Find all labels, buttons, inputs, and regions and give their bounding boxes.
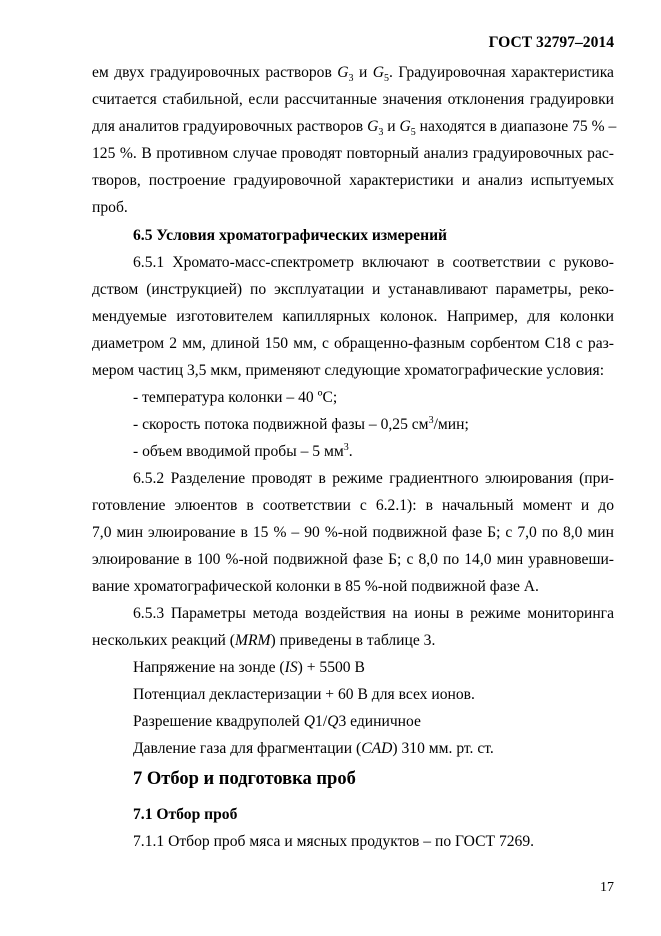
intro-line-2: считается стабильной, если рассчитанные значения отклонения градуировки xyxy=(92,91,614,108)
p651-line-5: мером частиц 3,5 мкм, применяют следующие хроматографические условия: xyxy=(92,362,605,379)
p652-line-4: элюирование в 100 %-ной подвижной фазе Б; с 8,0 по 14,0 мин уравновеши- xyxy=(92,551,614,568)
p711-text: 7.1.1 Отбор проб мяса и мясных продуктов – по ГОСТ 7269. xyxy=(133,833,535,850)
p651-line-4: диаметром 2 мм, длиной 150 мм, с обращенно-фазным сорбентом C18 с раз- xyxy=(92,335,614,352)
condition-injection-volume: - объем вводимой пробы – 5 $мм^3$. xyxy=(133,441,353,460)
p651-line-1: 6.5.1 Хромато-масс-спектрометр включают в соответствии с руково- xyxy=(133,254,614,271)
section-7-title: 7 Отбор и подготовка проб xyxy=(133,769,356,789)
param-gas-pressure: Давление газа для фрагментации (CAD) 310 мм. рт. ст. xyxy=(133,740,494,757)
section-6-5-title: 6.5 Условия хроматографических измерений xyxy=(133,227,448,244)
p652-line-5: вание хроматографической колонки в 85 %-ной подвижной фазе А. xyxy=(92,578,539,595)
p652-line-1: 6.5.2 Разделение проводят в режиме градиентного элюирования (при- xyxy=(133,470,614,487)
intro-line-3: для аналитов градуировочных растворов $G_3$ и $G_5$ находятся в диапазоне 75 % – xyxy=(92,118,617,139)
p653-line-1: 6.5.3 Параметры метода воздействия на ионы в режиме мониторинга xyxy=(133,605,614,622)
p652-line-2: готовление элюентов в соответствии с 6.2.1): в начальный момент и до xyxy=(92,497,614,514)
p651-line-3: мендуемые изготовителем капиллярных колонок. Например, для колонки xyxy=(92,308,614,325)
section-7-1-title: 7.1 Отбор проб xyxy=(133,806,238,823)
param-declustering: Потенциал декластеризации + 60 В для всех ионов. xyxy=(133,686,475,703)
intro-line-1: ем двух градуировочных растворов $G_3$ и $G_5$. Градуировочная характеристика xyxy=(92,64,614,85)
document-header: ГОСТ 32797–2014 xyxy=(488,34,614,51)
param-resolution: Разрешение квадруполей Q1/Q3 единичное xyxy=(133,713,421,730)
intro-line-4: 125 %. В противном случае проводят повторный анализ градуировочных рас- xyxy=(92,145,614,162)
p652-line-3: 7,0 мин элюирование в 15 % – 90 %-ной подвижной фазе Б; с 7,0 по 8,0 мин xyxy=(92,524,614,541)
param-probe-voltage: Напряжение на зонде (IS) + 5500 В xyxy=(133,659,365,676)
p653-line-2: нескольких реакций (MRM) приведены в таблице 3. xyxy=(92,632,436,649)
page-number: 17 xyxy=(600,880,614,895)
condition-flow-rate: - скорость потока подвижной фазы – 0,25 $см^3$/мин; xyxy=(133,414,469,433)
condition-temperature: - температура колонки – 40 ºС; xyxy=(133,389,338,406)
intro-line-6: проб. xyxy=(92,199,128,216)
p651-line-2: дством (инструкцией) по эксплуатации и устанавливают параметры, реко- xyxy=(92,281,614,298)
intro-line-5: творов, построение градуировочной характеристики и анализ испытуемых xyxy=(92,172,614,189)
